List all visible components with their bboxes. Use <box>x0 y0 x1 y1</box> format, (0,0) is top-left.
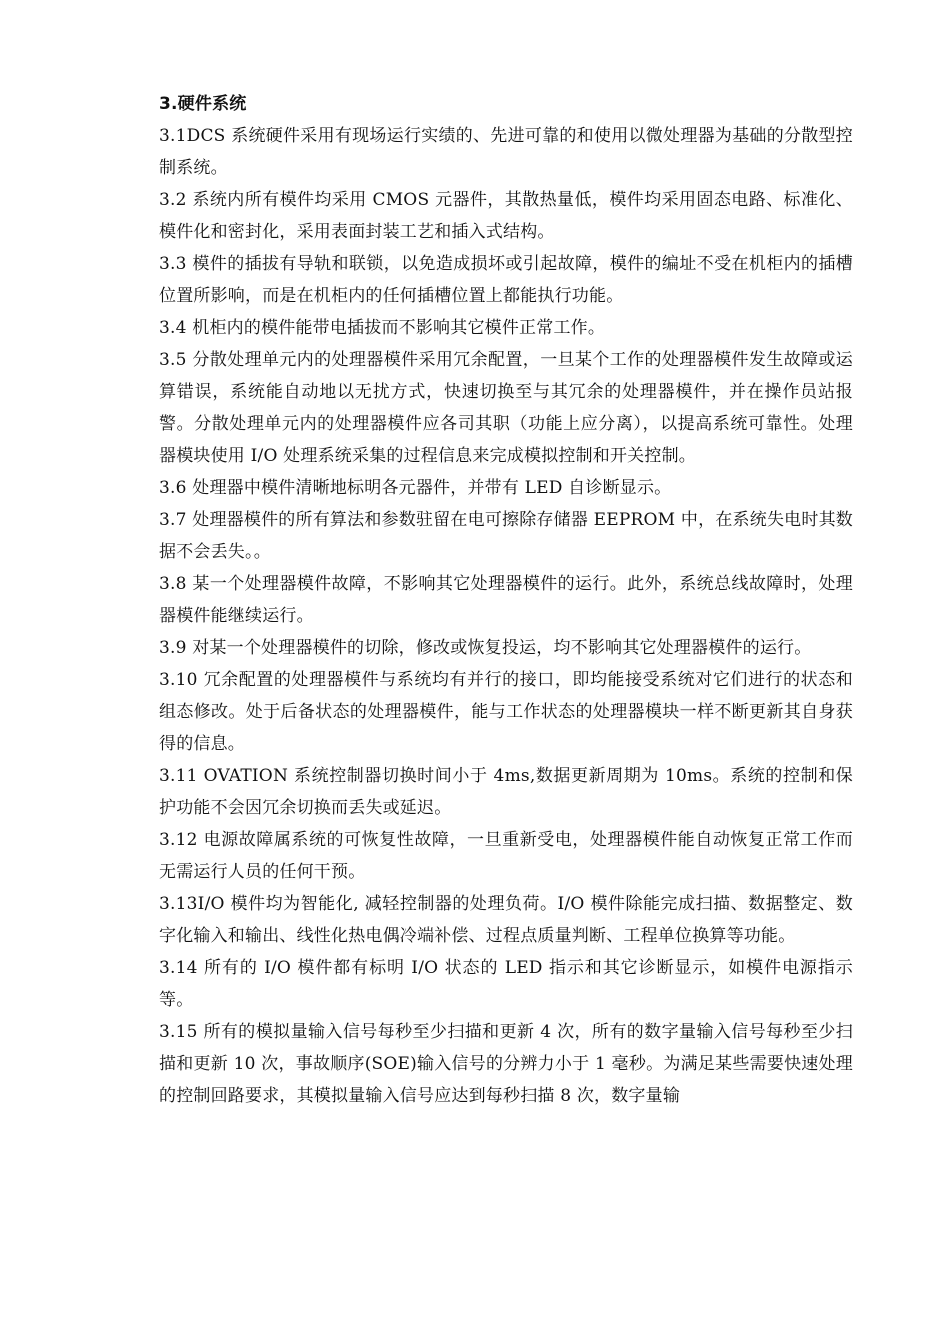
paragraph-3-2: 3.2 系统内所有模件均采用 CMOS 元器件，其散热量低，模件均采用固态电路、标准化、模件化和密封化，采用表面封装工艺和插入式结构。 <box>159 190 853 242</box>
paragraph-3-9: 3.9 对某一个处理器模件的切除，修改或恢复投运，均不影响其它处理器模件的运行。 <box>159 638 812 658</box>
paragraph-3-15: 3.15 所有的模拟量输入信号每秒至少扫描和更新 4 次，所有的数字量输入信号每秒至少扫描和更新 10 次，事故顺序(SOE)输入信号的分辨力小于 1 毫秒。为满足某些需要快速处理的控制回路要求，其模拟量输入信号应达到每秒扫描 8 次，数字量输 <box>159 1022 853 1106</box>
paragraph-3-12: 3.12 电源故障属系统的可恢复性故障，一旦重新受电，处理器模件能自动恢复正常工作而无需运行人员的任何干预。 <box>159 830 853 882</box>
section-heading: 3.硬件系统 <box>159 94 247 114</box>
paragraph-3-11: 3.11 OVATION 系统控制器切换时间小于 4ms,数据更新周期为 10ms。系统的控制和保护功能不会因冗余切换而丢失或延迟。 <box>159 766 853 818</box>
paragraph-3-1: 3.1DCS 系统硬件采用有现场运行实绩的、先进可靠的和使用以微处理器为基础的分散型控制系统。 <box>159 126 853 178</box>
paragraph-3-3: 3.3 模件的插拔有导轨和联锁，以免造成损坏或引起故障，模件的编址不受在机柜内的插槽位置所影响，而是在机柜内的任何插槽位置上都能执行功能。 <box>159 254 853 306</box>
paragraph-3-10: 3.10 冗余配置的处理器模件与系统均有并行的接口，即均能接受系统对它们进行的状态和组态修改。处于后备状态的处理器模件，能与工作状态的处理器模块一样不断更新其自身获得的信息。 <box>159 670 853 754</box>
paragraph-3-8: 3.8 某一个处理器模件故障，不影响其它处理器模件的运行。此外，系统总线故障时，处理器模件能继续运行。 <box>159 574 853 626</box>
paragraph-3-7: 3.7 处理器模件的所有算法和参数驻留在电可擦除存储器 EEPROM 中，在系统失电时其数据不会丢失。。 <box>159 510 853 562</box>
paragraph-3-5: 3.5 分散处理单元内的处理器模件采用冗余配置，一旦某个工作的处理器模件发生故障或运算错误，系统能自动地以无扰方式，快速切换至与其冗余的处理器模件，并在操作员站报警。分散处理单元内的处理器模件应各司其职（功能上应分离），以提高系统可靠性。处理器模块使用 I/O 处理系统采集的过程信息来完成模拟控制和开关控制。 <box>159 350 853 466</box>
paragraph-3-6: 3.6 处理器中模件清晰地标明各元器件，并带有 LED 自诊断显示。 <box>159 478 672 498</box>
document-body <box>159 88 853 1112</box>
paragraph-3-4: 3.4 机柜内的模件能带电插拔而不影响其它模件正常工作。 <box>159 318 606 338</box>
paragraph-3-13: 3.13I/O 模件均为智能化, 减轻控制器的处理负荷。I/O 模件除能完成扫描、数据整定、数字化输入和输出、线性化热电偶冷端补偿、过程点质量判断、工程单位换算等功能。 <box>159 894 853 946</box>
paragraph-3-14: 3.14 所有的 I/O 模件都有标明 I/O 状态的 LED 指示和其它诊断显示，如模件电源指示等。 <box>159 958 853 1010</box>
